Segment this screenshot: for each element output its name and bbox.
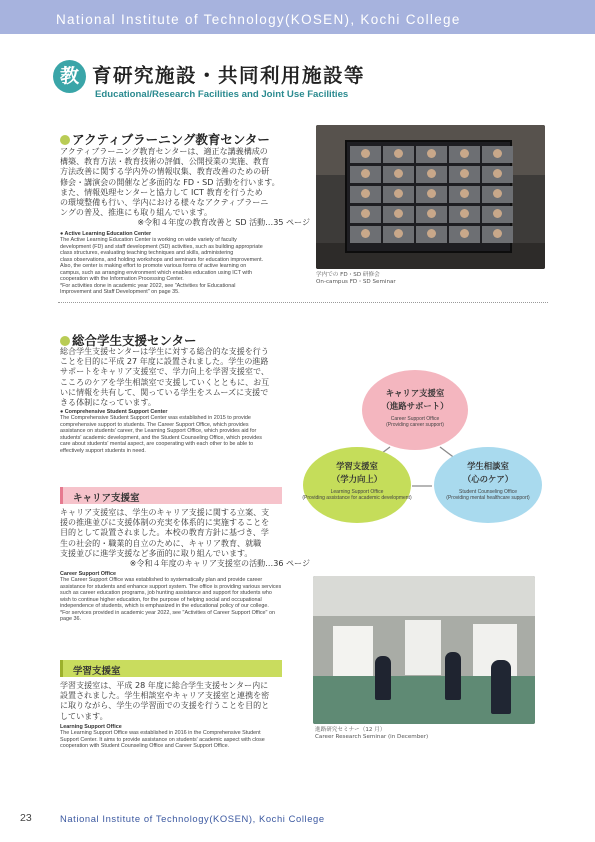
learning-office-jp-text <box>60 681 310 722</box>
text-line: Support Center. It aims to provide assistance on students' academic aspect with close <box>60 736 265 743</box>
text-line: 支援並びに進学支援など多面的に取り組んでいます。 <box>60 548 253 558</box>
text-line: 目的として設置されました。本校の教育方針に基づき、学 <box>60 528 269 538</box>
photo-caption <box>315 727 428 741</box>
text-line: effectively support students in need. <box>60 447 146 454</box>
section-heading-text: 総合学生支援センター <box>72 333 197 348</box>
footer-title: National Institute of Technology(KOSEN), Kochi College <box>60 813 325 824</box>
participant-tile <box>350 206 381 223</box>
learning-office-heading-bar <box>60 660 282 677</box>
text-line: development (FD) and staff development (SD) activities, such as building appropriate <box>60 243 263 250</box>
learning-name-en: Learning Support Office <box>330 489 384 495</box>
participant-tile <box>449 206 480 223</box>
bullet-dot-icon <box>60 135 70 145</box>
participant-tile <box>416 166 447 183</box>
text-line: *For services provided in academic year 2022, see "Activities of Career Support Office" on <box>60 609 275 616</box>
text-line: The Career Support Office was established to systematically plan and provide career <box>60 577 263 583</box>
learning-office-heading: 学習支援室 <box>73 666 121 677</box>
text-line: *For activities done in academic year 2022, see "Activities for Educational <box>60 282 236 289</box>
career-name: キャリア支援室 <box>385 388 445 398</box>
active-learning-en-text <box>60 237 312 296</box>
text-line: こころのケアを学生相談室で支援していくとともに、お互 <box>60 377 270 387</box>
career-name-en: Career Support Office <box>390 416 440 422</box>
active-learning-jp-text <box>60 147 310 229</box>
text-line: に取りながら、学生の学習面での支援を行うことを目的と <box>60 701 270 711</box>
participant-tile <box>383 186 414 203</box>
text-line: independence of students, which is emphasized in the educational policy of our college. <box>60 603 269 609</box>
active-learning-en-heading: ● Active Learning Education Center <box>60 231 152 237</box>
booth-panel <box>333 626 373 676</box>
participant-tile <box>350 186 381 203</box>
participant-tile <box>416 226 447 243</box>
career-office-jp-text <box>60 508 310 569</box>
counseling-role-en: (Providing mental healthcare support) <box>446 495 530 501</box>
text-line: The Learning Support Office was established in 2016 in the Comprehensive Student <box>60 730 261 736</box>
counseling-name-en: Student Counseling Office <box>458 489 517 495</box>
participant-tile <box>482 226 513 243</box>
learning-office-en-heading: Learning Support Office <box>60 724 122 730</box>
photo-caption <box>316 272 396 286</box>
text-line: アクティブラーニング教育センターは、適正な講義構成の <box>60 147 268 156</box>
text-line: care about students' mental aspect, are cooperating with each other to be able to <box>60 441 254 447</box>
page-reference: ※令和４年度の教育改善と SD 活動…35 ページ <box>137 218 310 228</box>
photo-caption-en: On-campus FD・SD Seminar <box>316 279 396 285</box>
learning-name: 学習支援室 <box>336 461 378 471</box>
text-line: Also, the center is making effort to promote various forms of active learning on <box>60 263 247 269</box>
section-divider <box>58 302 548 303</box>
text-line: 生の社会的・職業的自立のために、キャリア教育、就職 <box>60 538 262 548</box>
text-line: 修会・講演会の開催など多面的な FD・SD 活動を行います。 <box>60 177 280 187</box>
participant-tile <box>383 226 414 243</box>
text-line: cooperation with Student Counseling Office and Career Support Office. <box>60 743 230 749</box>
career-support-office-node <box>362 370 468 450</box>
participant-tile <box>482 166 513 183</box>
text-line: Improvement and Staff Development" on page 35. <box>60 289 180 295</box>
counseling-role: （心のケア） <box>462 474 514 484</box>
text-line: サポートをキャリア支援室で、学力向上を学習支援室で、 <box>60 367 269 377</box>
learning-role-en: (Providing assistance for academic development) <box>302 495 412 501</box>
participant-tile <box>350 166 381 183</box>
participant-tile <box>350 146 381 163</box>
participant-tile <box>449 186 480 203</box>
career-office-heading: キャリア支援室 <box>73 493 140 504</box>
section-heading-text: アクティブラーニング教育センター <box>72 132 270 147</box>
text-line: wish to continue higher education, for the purpose of helping social and occupational <box>60 596 262 603</box>
support-offices-diagram <box>300 365 550 520</box>
learning-role: （学力向上） <box>331 474 383 484</box>
text-line: きる体制になっています。 <box>60 398 156 408</box>
participant-tile <box>449 166 480 183</box>
page-title: 育研究施設・共同利用施設等 <box>92 64 366 87</box>
career-role-en: (Providing career support) <box>386 422 444 428</box>
text-line: ングの普及、推進にも取り組んでいます。 <box>60 208 213 218</box>
seminar-photo <box>316 125 545 269</box>
text-line: The Comprehensive Student Support Center was established in 2015 to provide <box>60 415 251 421</box>
ceiling-shape <box>313 576 535 616</box>
text-line: cooperation with the Information Processing Center. <box>60 276 184 282</box>
person-figure <box>445 652 461 700</box>
text-line: comprehensive support to students. The Career Support Office, which provides <box>60 421 249 428</box>
participant-tile <box>350 226 381 243</box>
participant-tile <box>482 206 513 223</box>
photo-caption-en: Career Research Seminar (in December) <box>315 734 429 740</box>
page-subtitle: Educational/Research Facilities and Joint Use Facilities <box>95 89 349 100</box>
page-number: 23 <box>20 812 32 824</box>
text-line: キャリア支援室は、学生のキャリア支援に関する立案、支 <box>60 508 270 517</box>
photo-caption-jp: 学内での FD・SD 研修会 <box>316 272 380 278</box>
participant-tile <box>416 206 447 223</box>
career-office-en-heading: Career Support Office <box>60 571 117 577</box>
participant-tile <box>416 186 447 203</box>
learning-support-office-node <box>303 447 411 523</box>
person-figure <box>491 660 511 714</box>
career-office-en-text <box>60 577 315 623</box>
text-line: 学習支援室は、平成 28 年度に総合学生支援センター内に <box>60 681 269 690</box>
text-line: 構築、教育方法・教育技術の評価、公開授業の実施、教育 <box>60 157 270 167</box>
student-support-en-heading: ● Comprehensive Student Support Center <box>60 409 168 415</box>
photo-caption-jp: 進路研究セミナー（12 月） <box>315 727 386 733</box>
text-line: students' academic development, and the Student Counseling Office, which provides <box>60 434 263 441</box>
text-line: 援の推進並びに支援体制の充実を体系的に実施することを <box>60 518 270 528</box>
student-support-en-text <box>60 415 310 454</box>
bullet-dot-icon <box>60 336 70 346</box>
student-counseling-office-node <box>434 447 542 523</box>
text-line: しています。 <box>60 711 108 721</box>
participant-tile <box>482 186 513 203</box>
booth-panel <box>405 620 441 675</box>
counseling-name: 学生相談室 <box>467 461 509 471</box>
participant-tile <box>449 146 480 163</box>
career-role: （進路サポート） <box>381 401 449 411</box>
participant-tile <box>383 206 414 223</box>
learning-office-en-text <box>60 730 315 750</box>
text-line: campus, such as arranging environment which enables education using ICT with <box>60 269 252 276</box>
text-line: such as career education programs, job hunting assistance and support for students who <box>60 590 272 596</box>
text-line: ことを目的に平成 27 年度に設置されました。学生の進路 <box>60 357 269 367</box>
text-line: assistance for students and enhance support system. The office is providing various services <box>60 583 282 590</box>
text-line: assistance on students' career, the Learning Support Office, which provides aid for <box>60 428 257 434</box>
student-support-jp-text <box>60 347 310 408</box>
text-line: class observations, and holding workshops and seminars for education improvement. <box>60 256 264 263</box>
text-line: 方法改善に関する学内外の情報収集、教育改善のための研 <box>60 167 270 177</box>
text-line: の環境整備も行い、学内における様々なアクティブラーニ <box>60 198 269 208</box>
text-line: class structures, evaluating teaching techniques and skills, administering <box>60 250 234 256</box>
career-seminar-photo <box>313 576 535 724</box>
text-line: The Active Learning Education Center is working on wide variety of faculty <box>60 237 237 243</box>
video-conference-screen <box>345 140 512 253</box>
participant-tile <box>383 166 414 183</box>
participant-tile <box>449 226 480 243</box>
participant-tile <box>482 146 513 163</box>
participant-tile <box>416 146 447 163</box>
text-line: また、情報処理センターと協力して ICT 教育を行うため <box>60 187 263 197</box>
person-figure <box>375 656 391 700</box>
career-office-heading-bar <box>60 487 282 504</box>
participant-tile <box>383 146 414 163</box>
title-first-char: 教 <box>53 60 86 93</box>
text-line: いに情報を共有して、関っている学生をスムーズに支援で <box>60 387 269 397</box>
header-title: National Institute of Technology(KOSEN), Kochi College <box>56 12 461 27</box>
section-heading-active-learning <box>60 130 270 148</box>
text-line: 設置されました。学生相談室やキャリア支援室と連携を密 <box>60 691 270 701</box>
text-line: page 36. <box>60 616 81 622</box>
header-bar <box>0 0 595 34</box>
page-reference: ※令和４年度のキャリア支援室の活動…36 ページ <box>129 559 310 569</box>
text-line: 総合学生支援センターは学生に対する総合的な支援を行う <box>60 347 269 356</box>
